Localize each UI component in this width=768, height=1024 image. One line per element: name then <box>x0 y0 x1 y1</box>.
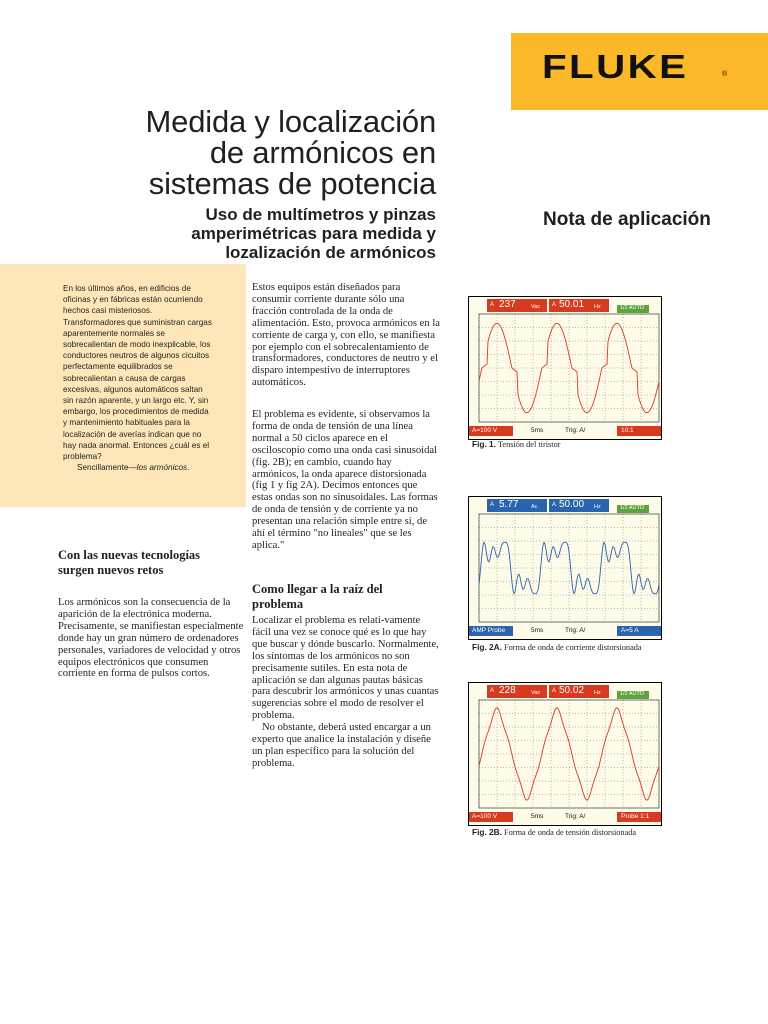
readout-unit: Hz <box>594 690 601 696</box>
readout-prefix: A <box>490 688 495 694</box>
title-line: Medida y localización <box>145 104 436 139</box>
figure-caption-label: Fig. 2B. <box>472 827 502 837</box>
figure-caption <box>472 439 560 449</box>
body-paragraph: Estos equipos están diseñados para consumir corriente durante sólo una fracción controlada de la onda de alimentación. Esto, provoca armónicos en la corriente de carga y, con ello, se manifiesta por ejemplo con el sobrecalentamiento de transformadores, conductores de neutro y el disparo intempestivo de interruptores automáticos. <box>252 282 440 389</box>
figure-caption-label: Fig. 1. <box>472 439 496 449</box>
figure-caption-text: Forma de onda de tensión distorsionada <box>504 828 637 837</box>
body-paragraph: El problema es evidente, si observamos la forma de onda de tensión de una línea normal a 50 ciclos aparece en el osciloscopio como una onda casi sinusoidal (fig. 2B); en cambio, cuando hay armónicos, la onda aparece distorsionada (fig 1 y fig 2A). Decimos entonces que estas ondas son no sinusoidales. Las formas de onda de tensión y de corriente ya no presentan una relación simple entre sí, de ahí el término "no lineales" que se les aplica." <box>252 409 438 551</box>
readout-value: 228 <box>499 685 516 696</box>
section-heading-root-cause: Como llegar a la raíz del problema <box>252 582 383 611</box>
figure-caption <box>472 642 642 652</box>
trigger-label: Trig: A/ <box>565 427 586 434</box>
figure-caption-text: Tensión del tiristor <box>497 440 561 449</box>
trigger-label: Trig: A/ <box>565 627 586 634</box>
mode-label: 1/2 AUTO <box>620 305 645 311</box>
registered-mark: ® <box>722 71 728 78</box>
scope-screen-fig1 <box>468 296 662 440</box>
time-div-label: 5ms <box>531 627 544 634</box>
readout-value: 50.01 <box>559 299 585 310</box>
section-body-new-challenges: Los armónicos son la consecuencia de la aparición de la electrónica moderna. Precisamente, se manifiestan especialmente donde hay un gran número de ordenadores personales, variadores de velocidad y otros equipos electrónicos que consumen corriente en forma de pulsos cortos. <box>58 597 244 680</box>
readout-unit: Hz <box>594 504 601 510</box>
scope-screen-fig2a <box>468 496 662 640</box>
subtitle-line: Uso de multímetros y pinzas <box>205 205 436 224</box>
intro-tail <box>63 462 213 473</box>
bottom-right-label: Probe 1:1 <box>621 813 650 820</box>
bottom-left-label: A=100 V <box>472 813 498 820</box>
time-div-label: 5ms <box>531 427 544 434</box>
note-type-label: Nota de aplicación <box>543 209 711 230</box>
readout-value: 5.77 <box>499 499 519 510</box>
readout-prefix: A <box>490 302 495 308</box>
page-subtitle <box>76 205 436 262</box>
intro-tail-italic: los armónicos <box>136 463 188 473</box>
mode-label: 1/2 AUTO <box>620 505 645 511</box>
intro-tail-suffix: . <box>187 463 190 473</box>
scope-plot <box>469 497 661 639</box>
readout-prefix: A <box>552 502 557 508</box>
body-paragraph: No obstante, deberá usted encargar a un experto que analice la instalación y diseñe un plan específico para la solución del problema. <box>252 722 431 769</box>
subtitle-line: lozalización de armónicos <box>225 243 436 262</box>
figure-caption <box>472 827 636 837</box>
section-heading-new-challenges: Con las nuevas tecnologías surgen nuevos retos <box>58 548 201 577</box>
scope-plot <box>469 297 661 439</box>
trigger-label: Trig: A/ <box>565 813 586 820</box>
bottom-left-label: AMP Probe <box>472 627 506 634</box>
title-line: de armónicos en <box>209 135 436 170</box>
intro-tail-prefix: Sencillamente— <box>77 463 137 473</box>
body-paragraph: Localizar el problema es relati-vamente fácil una vez se conoce qué es lo que hay que buscar y dónde buscarlo. Normalmente, los síntomas de los armónicos no son precisamente sutiles. En esta nota de aplicación se dan algunas pautas básicas para descubrir los armónicos y unas cuantas sugerencias sobre el modo de resolver el problema. <box>252 615 439 722</box>
section-body-root-cause <box>252 615 440 770</box>
bottom-right-label: 10:1 <box>621 427 634 434</box>
page-title <box>16 106 436 199</box>
readout-prefix: A <box>552 688 557 694</box>
scope-plot <box>469 683 661 825</box>
bottom-right-label: A=5 A <box>621 627 639 634</box>
figure-caption-label: Fig. 2A. <box>472 642 502 652</box>
fluke-logo: FLUKE <box>542 48 689 85</box>
title-line: sistemas de potencia <box>148 166 436 201</box>
readout-value: 50.02 <box>559 685 585 696</box>
scope-grid <box>479 514 659 622</box>
readout-unit: Vac <box>531 304 541 310</box>
readout-value: 237 <box>499 299 516 310</box>
intro-text <box>63 283 213 473</box>
readout-unit: Vac <box>531 690 541 696</box>
readout-unit: Ac <box>531 504 538 510</box>
mode-label: 1/2 AUTO <box>620 691 645 697</box>
time-div-label: 5ms <box>531 813 544 820</box>
subtitle-line: amperimétricas para medida y <box>191 224 436 243</box>
figure-caption-text: Forma de onda de corriente distorsionada <box>504 643 642 652</box>
scope-screen-fig2b <box>468 682 662 826</box>
readout-unit: Hz <box>594 304 601 310</box>
bottom-left-label: A=100 V <box>472 427 498 434</box>
readout-prefix: A <box>490 502 495 508</box>
intro-paragraph: En los últimos años, en edificios de oficinas y en fábricas están ocurriendo hechos casi misteriosos. Transformadores que suministran cargas aparentemente normales se sobrecalientan de modo inexplicable, los conductores neutros de algunos cicuitos perfectamente equilibrados se sobrecalientan a causa de cargas excesivas, algunos automáticos saltan sin razón aparente, y un largo etc. Y, sin embargo, los procedimientos de medida y mantenimiento habituales para la localización de averías indican que no hay nada anormal. Entonces ¿cuál es el problema? <box>63 284 212 462</box>
readout-prefix: A <box>552 302 557 308</box>
readout-value: 50.00 <box>559 499 585 510</box>
